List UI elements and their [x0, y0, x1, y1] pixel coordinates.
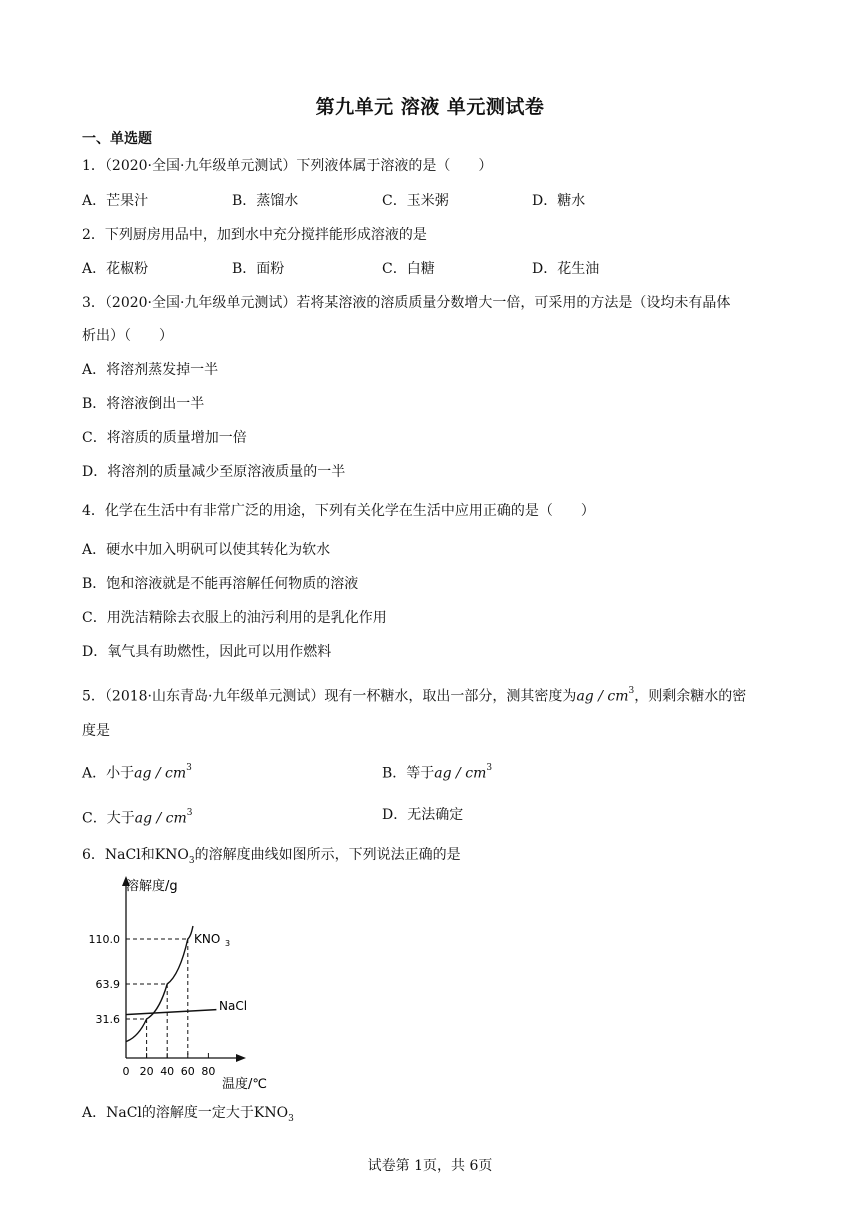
question-5-stem-line2: 度是: [82, 723, 110, 739]
x-tick-label-1: 20: [139, 1065, 154, 1078]
x-tick-label-0: 0: [122, 1065, 130, 1078]
q5-option-b-unit: ag / cm: [434, 765, 487, 782]
question-5-stem-line1: [82, 683, 746, 707]
x-axis-title: 温度/℃: [222, 1077, 267, 1092]
q6-stem-text-a: 6．NaCl和KNO: [82, 847, 189, 863]
y-axis-title: 溶解度/g: [126, 879, 178, 894]
q4-option-c: C．用洗洁精除去衣服上的油污利用的是乳化作用: [82, 610, 387, 626]
q2-option-c: C．白糖: [382, 261, 435, 277]
q5-option-c-exponent: 3: [186, 808, 193, 818]
q4-option-d: D．氧气具有助燃性，因此可以用作燃料: [82, 644, 332, 660]
page-footer: 试卷第 1页，共 6页: [367, 1158, 493, 1174]
chart-axes: [122, 876, 246, 1062]
y-tick-label-1: 63.9: [95, 978, 120, 991]
question-6-stem: [82, 845, 461, 871]
q3-option-a: A．将溶剂蒸发掉一半: [82, 362, 219, 378]
q5-option-b-exponent: 3: [486, 763, 493, 773]
x-tick-label-3: 60: [180, 1065, 195, 1078]
section-heading: 一、单选题: [82, 131, 152, 147]
page-title: 第九单元 溶液 单元测试卷: [315, 96, 545, 118]
q3-option-d: D．将溶剂的质量减少至原溶液质量的一半: [82, 464, 346, 480]
q5-option-b: [382, 760, 492, 784]
q5-option-b-label: B．等于: [382, 765, 435, 782]
q5-stem-text-a: 5．（2018·山东青岛·九年级单元测试）现有一杯糖水，取出一部分，测其密度为: [82, 688, 577, 705]
q5-option-d: D．无法确定: [382, 807, 464, 823]
q5-stem-unit-exponent: 3: [628, 686, 635, 696]
q3-option-b: B．将溶液倒出一半: [82, 396, 205, 412]
q4-option-a: A．硬水中加入明矾可以使其转化为软水: [82, 542, 331, 558]
x-axis-arrow-icon: [236, 1054, 246, 1062]
q5-stem-unit: ag / cm: [576, 688, 629, 705]
q6-option-a-text: A．NaCl的溶解度一定大于KNO: [82, 1105, 289, 1121]
q5-option-a-unit: ag / cm: [134, 765, 187, 782]
q6-option-a-subscript: 3: [288, 1113, 294, 1124]
q1-option-b: B．蒸馏水: [232, 193, 299, 209]
x-tick-label-2: 40: [160, 1065, 175, 1078]
chart-guides: [126, 939, 208, 1058]
q4-option-b: B．饱和溶液就是不能再溶解任何物质的溶液: [82, 576, 359, 592]
q2-option-a: A．花椒粉: [82, 261, 149, 277]
q5-option-a: [82, 760, 192, 784]
y-tick-label-0: 31.6: [95, 1013, 120, 1026]
x-tick-label-4: 80: [201, 1065, 216, 1078]
q5-option-c-unit: ag / cm: [134, 810, 187, 827]
question-3-stem-line1: 3．（2020·全国·九年级单元测试）若将某溶液的溶质质量分数增大一倍，可采用的方法是（设均未有晶体: [82, 295, 731, 311]
q1-option-c: C．玉米粥: [382, 193, 449, 209]
q1-option-a: A．芒果汁: [82, 193, 149, 209]
q3-option-c: C．将溶质的质量增加一倍: [82, 430, 247, 446]
question-1-stem: 1．（2020·全国·九年级单元测试）下列液体属于溶液的是（ ）: [82, 158, 493, 174]
q5-option-a-exponent: 3: [186, 763, 192, 773]
kno3-series-label: KNO: [194, 932, 221, 946]
q2-option-b: B．面粉: [232, 261, 285, 277]
q2-option-d: D．花生油: [532, 261, 600, 277]
q5-stem-text-b: ，则剩余糖水的密: [634, 688, 747, 705]
q5-option-c: [82, 805, 193, 829]
solubility-curve-chart: [82, 872, 282, 1094]
q5-option-c-label: C．大于: [82, 810, 135, 827]
kno3-series-label-subscript: 3: [225, 939, 231, 948]
q1-option-d: D．糖水: [532, 193, 586, 209]
y-tick-label-2: 110.0: [88, 933, 120, 946]
question-2-stem: 2．下列厨房用品中，加到水中充分搅拌能形成溶液的是: [82, 227, 427, 243]
nacl-series-label: NaCl: [219, 999, 248, 1013]
q6-stem-subscript: 3: [188, 855, 195, 866]
question-3-stem-line2: 析出）（ ）: [82, 328, 173, 344]
nacl-line: [126, 1010, 216, 1015]
q6-option-a: [82, 1103, 294, 1129]
question-4-stem: 4．化学在生活中有非常广泛的用途，下列有关化学在生活中应用正确的是（ ）: [82, 503, 595, 519]
q5-option-a-label: A．小于: [82, 765, 135, 782]
q6-stem-text-b: 的溶解度曲线如图所示，下列说法正确的是: [194, 847, 461, 863]
